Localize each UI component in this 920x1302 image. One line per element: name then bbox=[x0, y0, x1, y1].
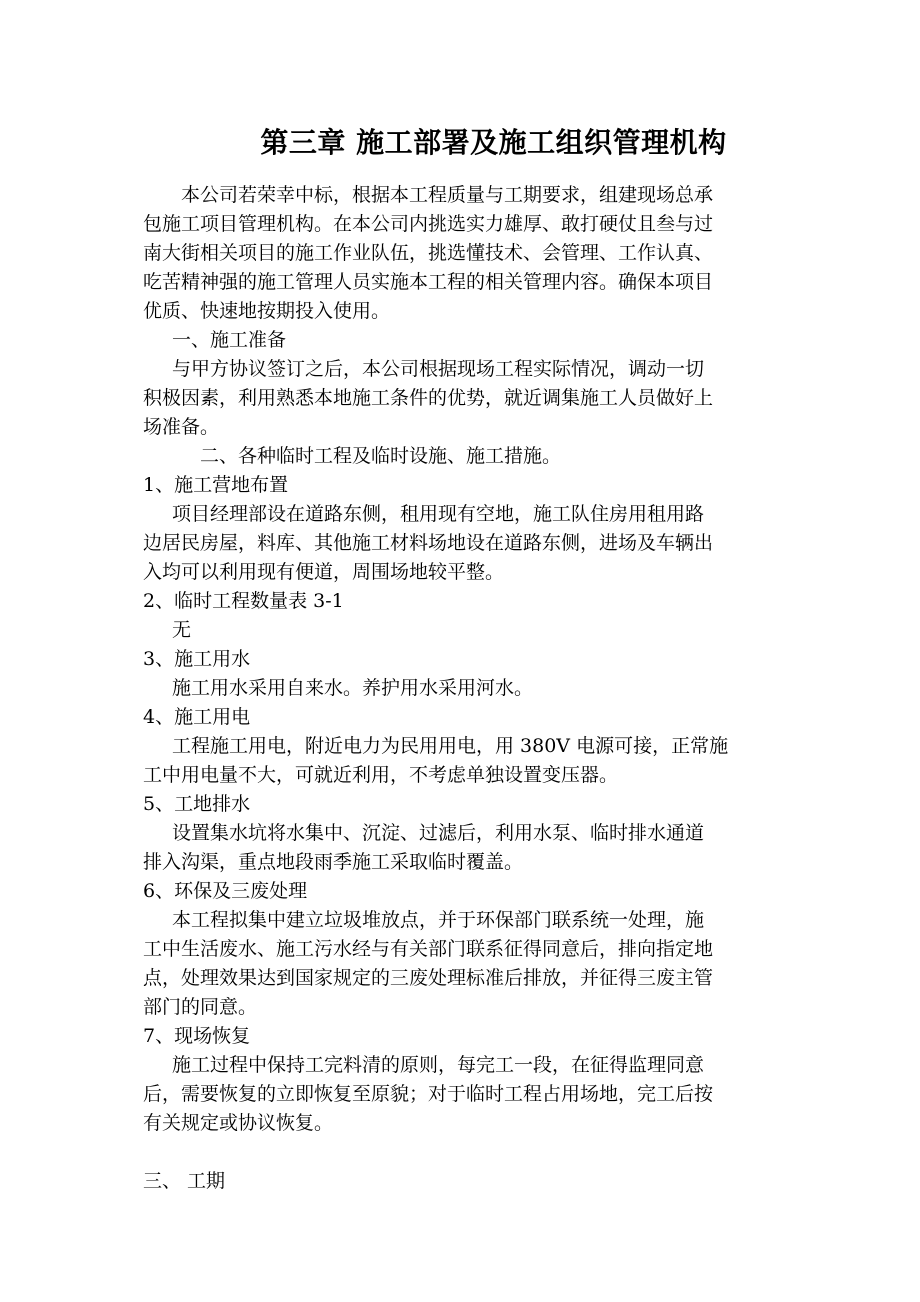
intro-line: 南大街相关项目的施工作业队伍，挑选懂技术、会管理、工作认真、 bbox=[143, 242, 714, 264]
paragraph-line: 项目经理部设在道路东侧，租用现有空地，施工队住房用租用路 bbox=[172, 503, 705, 525]
paragraph-line: 本工程拟集中建立垃圾堆放点，并于环保部门联系统一处理，施 bbox=[172, 909, 705, 931]
item-heading: 2、临时工程数量表 3-1 bbox=[143, 590, 344, 612]
paragraph-line: 有关规定或协议恢复。 bbox=[143, 1112, 334, 1134]
item-heading: 7、现场恢复 bbox=[143, 1025, 251, 1047]
intro-line: 优质、快速地按期投入使用。 bbox=[143, 300, 391, 322]
paragraph-line: 施工过程中保持工完料清的原则，每完工一段，在征得监理同意 bbox=[172, 1054, 705, 1076]
paragraph-line: 工中用电量不大，可就近利用，不考虑单独设置变压器。 bbox=[143, 764, 619, 786]
section-heading: 三、 工期 bbox=[143, 1170, 226, 1192]
paragraph-line: 积极因素，利用熟悉本地施工条件的优势，就近调集施工人员做好上 bbox=[143, 387, 714, 409]
item-heading: 5、工地排水 bbox=[143, 793, 251, 815]
paragraph-line: 与甲方协议签订之后，本公司根据现场工程实际情况，调动一切 bbox=[172, 358, 705, 380]
paragraph-line: 入均可以利用现有便道，周围场地较平整。 bbox=[143, 561, 505, 583]
paragraph-line: 部门的同意。 bbox=[143, 996, 258, 1018]
paragraph-line: 工程施工用电，附近电力为民用用电，用 380V 电源可接，正常施 bbox=[172, 735, 729, 757]
item-heading: 4、施工用电 bbox=[143, 706, 251, 728]
section-heading: 一、施工准备 bbox=[172, 329, 287, 351]
paragraph-line: 场准备。 bbox=[143, 416, 220, 438]
item-heading: 1、施工营地布置 bbox=[143, 474, 289, 496]
paragraph-line: 排入沟渠，重点地段雨季施工采取临时覆盖。 bbox=[143, 851, 524, 873]
paragraph-line: 后，需要恢复的立即恢复至原貌；对于临时工程占用场地，完工后按 bbox=[143, 1083, 714, 1105]
paragraph-line: 点，处理效果达到国家规定的三废处理标准后排放，并征得三废主管 bbox=[143, 967, 714, 989]
item-heading: 6、环保及三废处理 bbox=[143, 880, 308, 902]
paragraph-line: 工中生活废水、施工污水经与有关部门联系征得同意后，排向指定地 bbox=[143, 938, 714, 960]
blank-line bbox=[143, 1138, 803, 1167]
paragraph-line: 设置集水坑将水集中、沉淀、过滤后，利用水泵、临时排水通道 bbox=[172, 822, 705, 844]
paragraph-line: 施工用水采用自来水。养护用水采用河水。 bbox=[172, 677, 534, 699]
intro-line: 吃苦精神强的施工管理人员实施本工程的相关管理内容。确保本项目 bbox=[143, 271, 714, 293]
intro-line: 本公司若荣幸中标，根据本工程质量与工期要求，组建现场总承 bbox=[181, 184, 714, 206]
paragraph-line: 边居民房屋，料库、其他施工材料场地设在道路东侧，进场及车辆出 bbox=[143, 532, 714, 554]
section-heading: 二、各种临时工程及临时设施、施工措施。 bbox=[200, 445, 562, 467]
chapter-title: 第三章 施工部署及施工组织管理机构 bbox=[260, 126, 727, 159]
document-body bbox=[143, 181, 803, 1196]
paragraph-line: 无 bbox=[172, 619, 192, 641]
item-heading: 3、施工用水 bbox=[143, 648, 251, 670]
intro-line: 包施工项目管理机构。在本公司内挑选实力雄厚、敢打硬仗且叁与过 bbox=[143, 213, 714, 235]
